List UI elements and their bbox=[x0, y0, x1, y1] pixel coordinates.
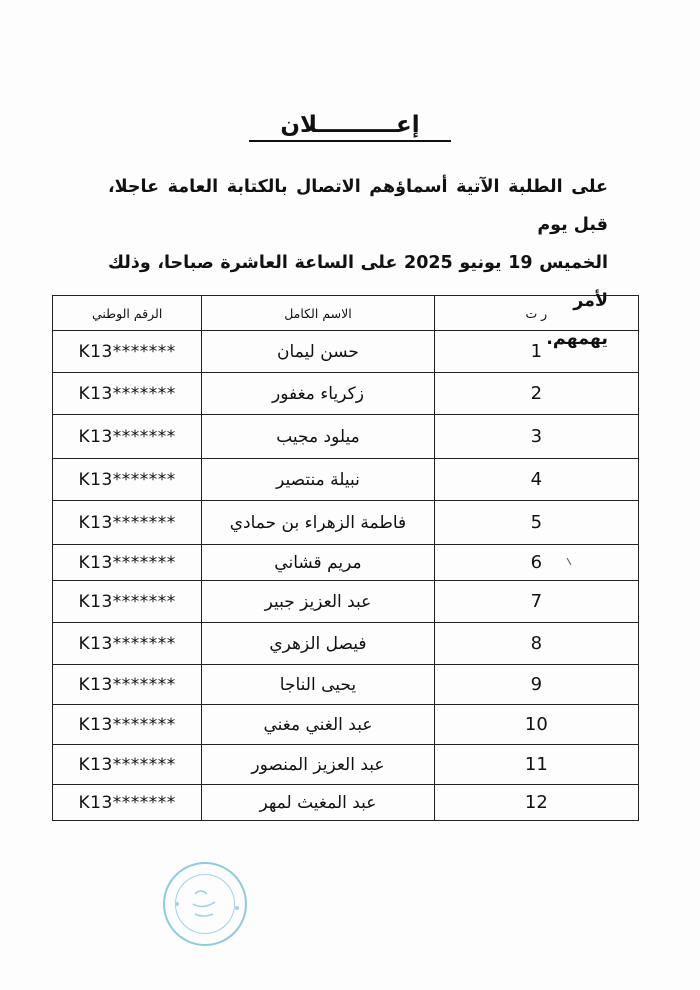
row-national-id: K13******* bbox=[53, 373, 202, 415]
row-number: 6 bbox=[434, 545, 638, 581]
row-number: 5 bbox=[434, 501, 638, 545]
row-full-name: نبيلة منتصير bbox=[202, 459, 434, 501]
announcement-title-wrapper bbox=[0, 112, 700, 142]
row-national-id: K13******* bbox=[53, 331, 202, 373]
table-row bbox=[53, 745, 639, 785]
row-full-name: عبد العزيز جبير bbox=[202, 581, 434, 623]
row-full-name: فاطمة الزهراء بن حمادي bbox=[202, 501, 434, 545]
row-number: 7 bbox=[434, 581, 638, 623]
row-number: 3 bbox=[434, 415, 638, 459]
row-number: 1 bbox=[434, 331, 638, 373]
table-row bbox=[53, 705, 639, 745]
row-number: 9 bbox=[434, 665, 638, 705]
row-number: 8 bbox=[434, 623, 638, 665]
row-number: 10 bbox=[434, 705, 638, 745]
row-full-name: ميلود مجيب bbox=[202, 415, 434, 459]
row-national-id: K13******* bbox=[53, 785, 202, 821]
row-national-id: K13******* bbox=[53, 581, 202, 623]
table-row bbox=[53, 623, 639, 665]
row-full-name: يحيى الناجا bbox=[202, 665, 434, 705]
table-row bbox=[53, 545, 639, 581]
table-row bbox=[53, 415, 639, 459]
row-full-name: حسن ليمان bbox=[202, 331, 434, 373]
header-full-name: الاسم الكامل bbox=[202, 296, 434, 331]
header-number: ر ت bbox=[434, 296, 638, 331]
table-row bbox=[53, 501, 639, 545]
table-row bbox=[53, 373, 639, 415]
row-full-name: زكرياء مغفور bbox=[202, 373, 434, 415]
row-national-id: K13******* bbox=[53, 665, 202, 705]
row-national-id: K13******* bbox=[53, 745, 202, 785]
row-national-id: K13******* bbox=[53, 459, 202, 501]
row-number: 12 bbox=[434, 785, 638, 821]
table-header-row bbox=[53, 296, 639, 331]
row-number: 4 bbox=[434, 459, 638, 501]
table-row bbox=[53, 331, 639, 373]
table-row bbox=[53, 459, 639, 501]
seal-stamp-marks bbox=[165, 864, 249, 948]
table-row bbox=[53, 581, 639, 623]
row-national-id: K13******* bbox=[53, 623, 202, 665]
table-row bbox=[53, 665, 639, 705]
students-table bbox=[52, 295, 639, 821]
pen-mark bbox=[566, 557, 574, 567]
announcement-title: إعــــــــــلان bbox=[249, 112, 451, 142]
notice-line: يهمهم. bbox=[546, 329, 608, 349]
row-national-id: K13******* bbox=[53, 545, 202, 581]
row-number: 2 bbox=[434, 373, 638, 415]
row-number: 11 bbox=[434, 745, 638, 785]
seal-stamp-icon bbox=[163, 862, 247, 946]
row-full-name: عبد العزيز المنصور bbox=[202, 745, 434, 785]
row-full-name: عبد المغيث لمهر bbox=[202, 785, 434, 821]
row-national-id: K13******* bbox=[53, 501, 202, 545]
row-full-name: مريم قشاني bbox=[202, 545, 434, 581]
row-full-name: عبد الغني مغني bbox=[202, 705, 434, 745]
header-national-id: الرقم الوطني bbox=[53, 296, 202, 331]
table-row bbox=[53, 785, 639, 821]
notice-line: الخميس 19 يونيو 2025 على الساعة العاشرة صباحا، وذلك لأمر bbox=[108, 253, 608, 311]
students-table-body bbox=[53, 331, 639, 821]
row-national-id: K13******* bbox=[53, 415, 202, 459]
row-national-id: K13******* bbox=[53, 705, 202, 745]
row-full-name: فيصل الزهري bbox=[202, 623, 434, 665]
notice-line: على الطلبة الآتية أسماؤهم الاتصال بالكتابة العامة عاجلا، قبل يوم bbox=[108, 177, 608, 235]
